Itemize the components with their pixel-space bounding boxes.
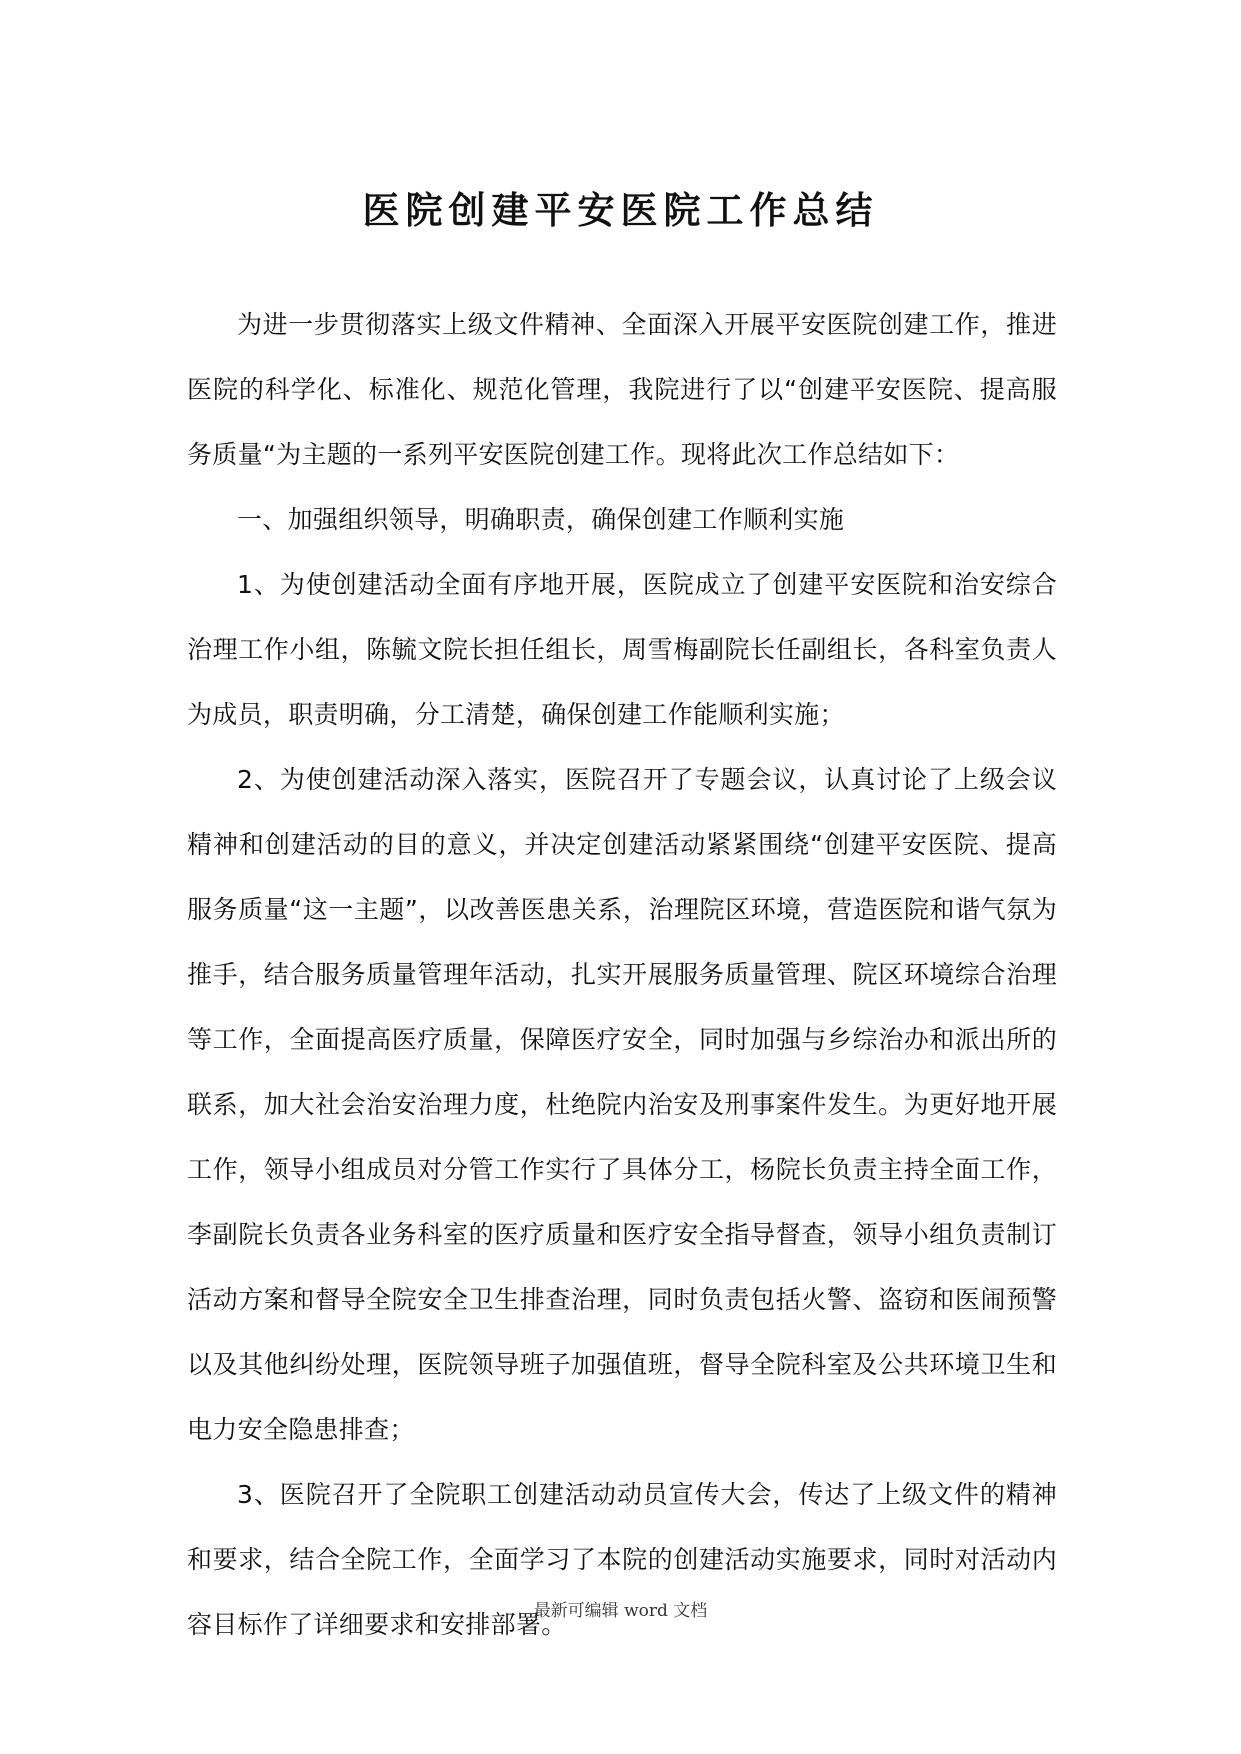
page-footer: 最新可编辑 word 文档: [533, 1601, 708, 1621]
paragraph-intro: 为进一步贯彻落实上级文件精神、全面深入开展平安医院创建工作，推进医院的科学化、标准化、规范化管理，我院进行了以“创建平安医院、提高服务质量“为主题的一系列平安医院创建工作。现将此次工作总结如下：: [187, 310, 1057, 469]
document-body: [187, 292, 1057, 1657]
paragraph-item-3: 3、医院召开了全院职工创建活动动员宣传大会，传达了上级文件的精神和要求，结合全院工作，全面学习了本院的创建活动实施要求，同时对活动内容目标作了详细要求和安排部署。: [187, 1480, 1057, 1639]
document-title: 医院创建平安医院工作总结: [362, 188, 879, 232]
paragraph-item-2: 2、为使创建活动深入落实，医院召开了专题会议，认真讨论了上级会议精神和创建活动的目的意义，并决定创建活动紧紧围绕“创建平安医院、提高服务质量“这一主题”，以改善医患关系，治理院区环境，营造医院和谐气氛为推手，结合服务质量管理年活动，扎实开展服务质量管理、院区环境综合治理等工作，全面提高医疗质量，保障医疗安全，同时加强与乡综治办和派出所的联系，加大社会治安治理力度，杜绝院内治安及刑事案件发生。为更好地开展工作，领导小组成员对分管工作实行了具体分工，杨院长负责主持全面工作，李副院长负责各业务科室的医疗质量和医疗安全指导督查，领导小组负责制订活动方案和督导全院安全卫生排查治理，同时负责包括火警、盗窃和医闹预警以及其他纠纷处理，医院领导班子加强值班，督导全院科室及公共环境卫生和电力安全隐患排查；: [187, 765, 1057, 1444]
section-heading-1: 一、加强组织领导，明确职责，确保创建工作顺利实施: [237, 505, 845, 534]
paragraph-item-1: 1、为使创建活动全面有序地开展，医院成立了创建平安医院和治安综合治理工作小组，陈毓文院长担任组长，周雪梅副院长任副组长，各科室负责人为成员，职责明确，分工清楚，确保创建工作能顺利实施；: [187, 570, 1057, 729]
